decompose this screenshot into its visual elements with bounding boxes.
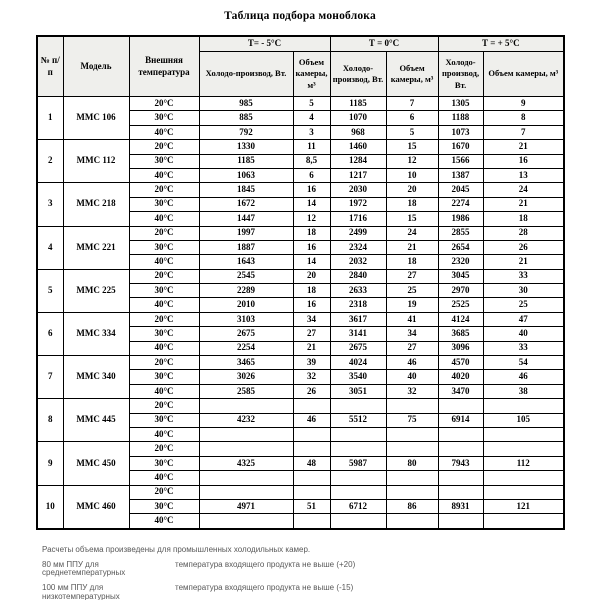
- value-cell: 2585: [199, 384, 293, 398]
- header-group-row: [37, 36, 564, 52]
- value-cell: 5987: [330, 456, 386, 470]
- value-cell: [386, 485, 438, 499]
- value-cell: 20: [386, 183, 438, 197]
- value-cell: 2318: [330, 298, 386, 312]
- value-cell: 1063: [199, 168, 293, 182]
- value-cell: [293, 514, 330, 529]
- table-row: [37, 356, 564, 370]
- ext-temp-cell: 30°С: [129, 413, 199, 427]
- value-cell: 1188: [438, 111, 483, 125]
- value-cell: [386, 399, 438, 413]
- value-cell: 112: [483, 456, 564, 470]
- value-cell: 54: [483, 356, 564, 370]
- value-cell: 34: [386, 327, 438, 341]
- value-cell: 2324: [330, 240, 386, 254]
- value-cell: 18: [386, 255, 438, 269]
- value-cell: 2633: [330, 284, 386, 298]
- value-cell: 1672: [199, 197, 293, 211]
- ext-temp-cell: 30°С: [129, 111, 199, 125]
- value-cell: 1972: [330, 197, 386, 211]
- value-cell: 1460: [330, 140, 386, 154]
- value-cell: 21: [483, 197, 564, 211]
- value-cell: 2030: [330, 183, 386, 197]
- value-cell: 16: [483, 154, 564, 168]
- value-cell: 2675: [199, 327, 293, 341]
- model-name-cell: ММС 460: [63, 485, 129, 529]
- row-number-cell: 1: [37, 97, 63, 140]
- value-cell: 7: [386, 97, 438, 111]
- value-cell: 2840: [330, 269, 386, 283]
- header-production-plus5: Холодо-производ, Вт.: [438, 52, 483, 97]
- value-cell: 885: [199, 111, 293, 125]
- ext-temp-cell: 30°С: [129, 154, 199, 168]
- value-cell: 39: [293, 356, 330, 370]
- value-cell: 27: [386, 269, 438, 283]
- value-cell: [199, 442, 293, 456]
- value-cell: 1716: [330, 212, 386, 226]
- value-cell: 2032: [330, 255, 386, 269]
- value-cell: [386, 427, 438, 441]
- value-cell: 3: [293, 125, 330, 139]
- header-volume-zero: Объем камеры, м³: [386, 52, 438, 97]
- note-insulation-low-temp: 100 мм ППУ для низкотемпературных: [42, 583, 120, 600]
- value-cell: [199, 399, 293, 413]
- value-cell: 14: [293, 255, 330, 269]
- value-cell: 3465: [199, 356, 293, 370]
- value-cell: 15: [386, 212, 438, 226]
- value-cell: 1073: [438, 125, 483, 139]
- value-cell: 4024: [330, 356, 386, 370]
- value-cell: 1185: [199, 154, 293, 168]
- ext-temp-cell: 20°С: [129, 269, 199, 283]
- value-cell: 34: [293, 312, 330, 326]
- value-cell: 2045: [438, 183, 483, 197]
- value-cell: 5512: [330, 413, 386, 427]
- table-row: [37, 399, 564, 413]
- value-cell: [438, 427, 483, 441]
- ext-temp-cell: 30°С: [129, 240, 199, 254]
- note-insulation-mid-temp: 80 мм ППУ для среднетемпературных: [42, 559, 126, 578]
- ext-temp-cell: 20°С: [129, 97, 199, 111]
- ext-temp-cell: 20°С: [129, 312, 199, 326]
- value-cell: 33: [483, 341, 564, 355]
- row-number-cell: 10: [37, 485, 63, 529]
- value-cell: [293, 485, 330, 499]
- value-cell: 2855: [438, 226, 483, 240]
- value-cell: 16: [293, 183, 330, 197]
- ext-temp-cell: 20°С: [129, 140, 199, 154]
- value-cell: [330, 442, 386, 456]
- value-cell: 1185: [330, 97, 386, 111]
- value-cell: 5: [293, 97, 330, 111]
- value-cell: [483, 427, 564, 441]
- value-cell: 21: [483, 255, 564, 269]
- ext-temp-cell: 30°С: [129, 370, 199, 384]
- value-cell: [199, 485, 293, 499]
- value-cell: 20: [293, 269, 330, 283]
- value-cell: 3470: [438, 384, 483, 398]
- value-cell: 6: [293, 168, 330, 182]
- table-header: [37, 36, 564, 97]
- value-cell: 6: [386, 111, 438, 125]
- value-cell: [330, 427, 386, 441]
- value-cell: [483, 442, 564, 456]
- value-cell: 46: [386, 356, 438, 370]
- value-cell: 26: [483, 240, 564, 254]
- ext-temp-cell: 40°С: [129, 471, 199, 485]
- value-cell: 1070: [330, 111, 386, 125]
- model-name-cell: ММС 334: [63, 312, 129, 355]
- value-cell: 4: [293, 111, 330, 125]
- value-cell: 2289: [199, 284, 293, 298]
- value-cell: 27: [386, 341, 438, 355]
- value-cell: [438, 471, 483, 485]
- ext-temp-cell: 40°С: [129, 514, 199, 529]
- ext-temp-cell: 40°С: [129, 125, 199, 139]
- row-number-cell: 8: [37, 399, 63, 442]
- value-cell: 6712: [330, 499, 386, 513]
- value-cell: 3045: [438, 269, 483, 283]
- ext-temp-cell: 30°С: [129, 499, 199, 513]
- value-cell: 2274: [438, 197, 483, 211]
- value-cell: 3103: [199, 312, 293, 326]
- row-number-cell: 4: [37, 226, 63, 269]
- value-cell: [483, 399, 564, 413]
- model-name-cell: ММС 340: [63, 356, 129, 399]
- value-cell: [386, 442, 438, 456]
- value-cell: 24: [483, 183, 564, 197]
- value-cell: 4020: [438, 370, 483, 384]
- ext-temp-cell: 40°С: [129, 427, 199, 441]
- value-cell: 8931: [438, 499, 483, 513]
- value-cell: 28: [483, 226, 564, 240]
- table-row: [37, 485, 564, 499]
- table-row: [37, 183, 564, 197]
- model-name-cell: ММС 450: [63, 442, 129, 485]
- value-cell: [483, 485, 564, 499]
- value-cell: 13: [483, 168, 564, 182]
- value-cell: 18: [293, 284, 330, 298]
- value-cell: [293, 399, 330, 413]
- value-cell: 1986: [438, 212, 483, 226]
- value-cell: 18: [293, 226, 330, 240]
- value-cell: 47: [483, 312, 564, 326]
- header-ext-temp: Внешняя температура: [129, 36, 199, 97]
- value-cell: 80: [386, 456, 438, 470]
- value-cell: 985: [199, 97, 293, 111]
- value-cell: 8,5: [293, 154, 330, 168]
- note-product-temp-low: температура входящего продукта не выше (-15): [175, 583, 354, 593]
- value-cell: 1330: [199, 140, 293, 154]
- header-group-minus5: Т= - 5°С: [199, 36, 330, 52]
- header-production-minus5: Холодо-производ, Вт.: [199, 52, 293, 97]
- ext-temp-cell: 40°С: [129, 212, 199, 226]
- value-cell: 16: [293, 240, 330, 254]
- value-cell: 1217: [330, 168, 386, 182]
- value-cell: [330, 514, 386, 529]
- value-cell: 86: [386, 499, 438, 513]
- value-cell: 25: [386, 284, 438, 298]
- ext-temp-cell: 30°С: [129, 197, 199, 211]
- value-cell: [386, 471, 438, 485]
- header-model: Модель: [63, 36, 129, 97]
- model-name-cell: ММС 225: [63, 269, 129, 312]
- value-cell: 968: [330, 125, 386, 139]
- value-cell: 3141: [330, 327, 386, 341]
- model-name-cell: ММС 106: [63, 97, 129, 140]
- table-body: [37, 97, 564, 529]
- value-cell: 3051: [330, 384, 386, 398]
- ext-temp-cell: 20°С: [129, 226, 199, 240]
- value-cell: 2499: [330, 226, 386, 240]
- value-cell: 1284: [330, 154, 386, 168]
- model-name-cell: ММС 445: [63, 399, 129, 442]
- value-cell: 46: [483, 370, 564, 384]
- value-cell: 7943: [438, 456, 483, 470]
- value-cell: 10: [386, 168, 438, 182]
- value-cell: 1387: [438, 168, 483, 182]
- value-cell: 41: [386, 312, 438, 326]
- value-cell: 121: [483, 499, 564, 513]
- value-cell: 1447: [199, 212, 293, 226]
- note-product-temp-mid: температура входящего продукта не выше (+20): [175, 559, 356, 569]
- value-cell: 2010: [199, 298, 293, 312]
- value-cell: [438, 399, 483, 413]
- value-cell: [199, 427, 293, 441]
- page-title: Таблица подбора моноблока: [224, 10, 376, 22]
- value-cell: 2254: [199, 341, 293, 355]
- header-group-zero: Т = 0°С: [330, 36, 438, 52]
- value-cell: 2970: [438, 284, 483, 298]
- row-number-cell: 6: [37, 312, 63, 355]
- ext-temp-cell: 40°С: [129, 341, 199, 355]
- ext-temp-cell: 40°С: [129, 168, 199, 182]
- value-cell: 15: [386, 140, 438, 154]
- value-cell: 38: [483, 384, 564, 398]
- value-cell: [330, 399, 386, 413]
- value-cell: 1845: [199, 183, 293, 197]
- value-cell: 6914: [438, 413, 483, 427]
- value-cell: [330, 471, 386, 485]
- value-cell: 2675: [330, 341, 386, 355]
- value-cell: [293, 427, 330, 441]
- header-volume-minus5: Объем камеры, м³: [293, 52, 330, 97]
- value-cell: 1643: [199, 255, 293, 269]
- value-cell: 21: [293, 341, 330, 355]
- note-line-3: [42, 584, 600, 600]
- value-cell: 48: [293, 456, 330, 470]
- value-cell: 75: [386, 413, 438, 427]
- value-cell: 3685: [438, 327, 483, 341]
- value-cell: 1887: [199, 240, 293, 254]
- row-number-cell: 3: [37, 183, 63, 226]
- value-cell: 12: [293, 212, 330, 226]
- value-cell: 7: [483, 125, 564, 139]
- value-cell: 4124: [438, 312, 483, 326]
- value-cell: 21: [386, 240, 438, 254]
- value-cell: 19: [386, 298, 438, 312]
- value-cell: 5: [386, 125, 438, 139]
- value-cell: 2654: [438, 240, 483, 254]
- value-cell: 105: [483, 413, 564, 427]
- value-cell: 40: [386, 370, 438, 384]
- value-cell: 18: [483, 212, 564, 226]
- value-cell: 1305: [438, 97, 483, 111]
- table-row: [37, 312, 564, 326]
- value-cell: 25: [483, 298, 564, 312]
- value-cell: 1997: [199, 226, 293, 240]
- note-text: Расчеты объема произведены для промышленных холодильных камер.: [42, 544, 311, 554]
- value-cell: [199, 471, 293, 485]
- row-number-cell: 5: [37, 269, 63, 312]
- row-number-cell: 7: [37, 356, 63, 399]
- header-production-zero: Холодо-производ, Вт.: [330, 52, 386, 97]
- value-cell: [483, 471, 564, 485]
- note-line-2: [42, 561, 600, 579]
- value-cell: 33: [483, 269, 564, 283]
- header-num: № п/п: [37, 36, 63, 97]
- value-cell: 14: [293, 197, 330, 211]
- value-cell: 4971: [199, 499, 293, 513]
- value-cell: 2545: [199, 269, 293, 283]
- ext-temp-cell: 30°С: [129, 327, 199, 341]
- value-cell: 32: [386, 384, 438, 398]
- value-cell: [199, 514, 293, 529]
- table-row: [37, 269, 564, 283]
- value-cell: [293, 471, 330, 485]
- value-cell: 11: [293, 140, 330, 154]
- value-cell: 3026: [199, 370, 293, 384]
- value-cell: [483, 514, 564, 529]
- ext-temp-cell: 30°С: [129, 456, 199, 470]
- value-cell: 12: [386, 154, 438, 168]
- value-cell: 792: [199, 125, 293, 139]
- value-cell: 24: [386, 226, 438, 240]
- footer-notes: [42, 546, 600, 600]
- model-name-cell: ММС 218: [63, 183, 129, 226]
- ext-temp-cell: 20°С: [129, 442, 199, 456]
- value-cell: 1670: [438, 140, 483, 154]
- value-cell: [438, 442, 483, 456]
- value-cell: [330, 485, 386, 499]
- value-cell: [438, 485, 483, 499]
- value-cell: 18: [386, 197, 438, 211]
- value-cell: 27: [293, 327, 330, 341]
- value-cell: 2320: [438, 255, 483, 269]
- model-name-cell: ММС 112: [63, 140, 129, 183]
- value-cell: 4325: [199, 456, 293, 470]
- value-cell: 16: [293, 298, 330, 312]
- row-number-cell: 2: [37, 140, 63, 183]
- value-cell: 40: [483, 327, 564, 341]
- ext-temp-cell: 40°С: [129, 255, 199, 269]
- value-cell: 4232: [199, 413, 293, 427]
- ext-temp-cell: 20°С: [129, 399, 199, 413]
- ext-temp-cell: 40°С: [129, 298, 199, 312]
- value-cell: 1566: [438, 154, 483, 168]
- ext-temp-cell: 20°С: [129, 356, 199, 370]
- note-line-1: [42, 546, 600, 555]
- ext-temp-cell: 30°С: [129, 284, 199, 298]
- value-cell: 2525: [438, 298, 483, 312]
- value-cell: 3540: [330, 370, 386, 384]
- value-cell: 4570: [438, 356, 483, 370]
- value-cell: 46: [293, 413, 330, 427]
- row-number-cell: 9: [37, 442, 63, 485]
- monoblock-selection-table: [36, 35, 565, 530]
- value-cell: 32: [293, 370, 330, 384]
- model-name-cell: ММС 221: [63, 226, 129, 269]
- value-cell: 3617: [330, 312, 386, 326]
- value-cell: 30: [483, 284, 564, 298]
- ext-temp-cell: 20°С: [129, 485, 199, 499]
- header-group-plus5: Т = + 5°С: [438, 36, 564, 52]
- value-cell: 3096: [438, 341, 483, 355]
- value-cell: 8: [483, 111, 564, 125]
- value-cell: 26: [293, 384, 330, 398]
- table-row: [37, 442, 564, 456]
- value-cell: [438, 514, 483, 529]
- value-cell: [293, 442, 330, 456]
- value-cell: 9: [483, 97, 564, 111]
- ext-temp-cell: 40°С: [129, 384, 199, 398]
- table-row: [37, 97, 564, 111]
- table-row: [37, 140, 564, 154]
- ext-temp-cell: 20°С: [129, 183, 199, 197]
- header-volume-plus5: Объем камеры, м³: [483, 52, 564, 97]
- value-cell: 21: [483, 140, 564, 154]
- value-cell: 51: [293, 499, 330, 513]
- value-cell: [386, 514, 438, 529]
- table-row: [37, 226, 564, 240]
